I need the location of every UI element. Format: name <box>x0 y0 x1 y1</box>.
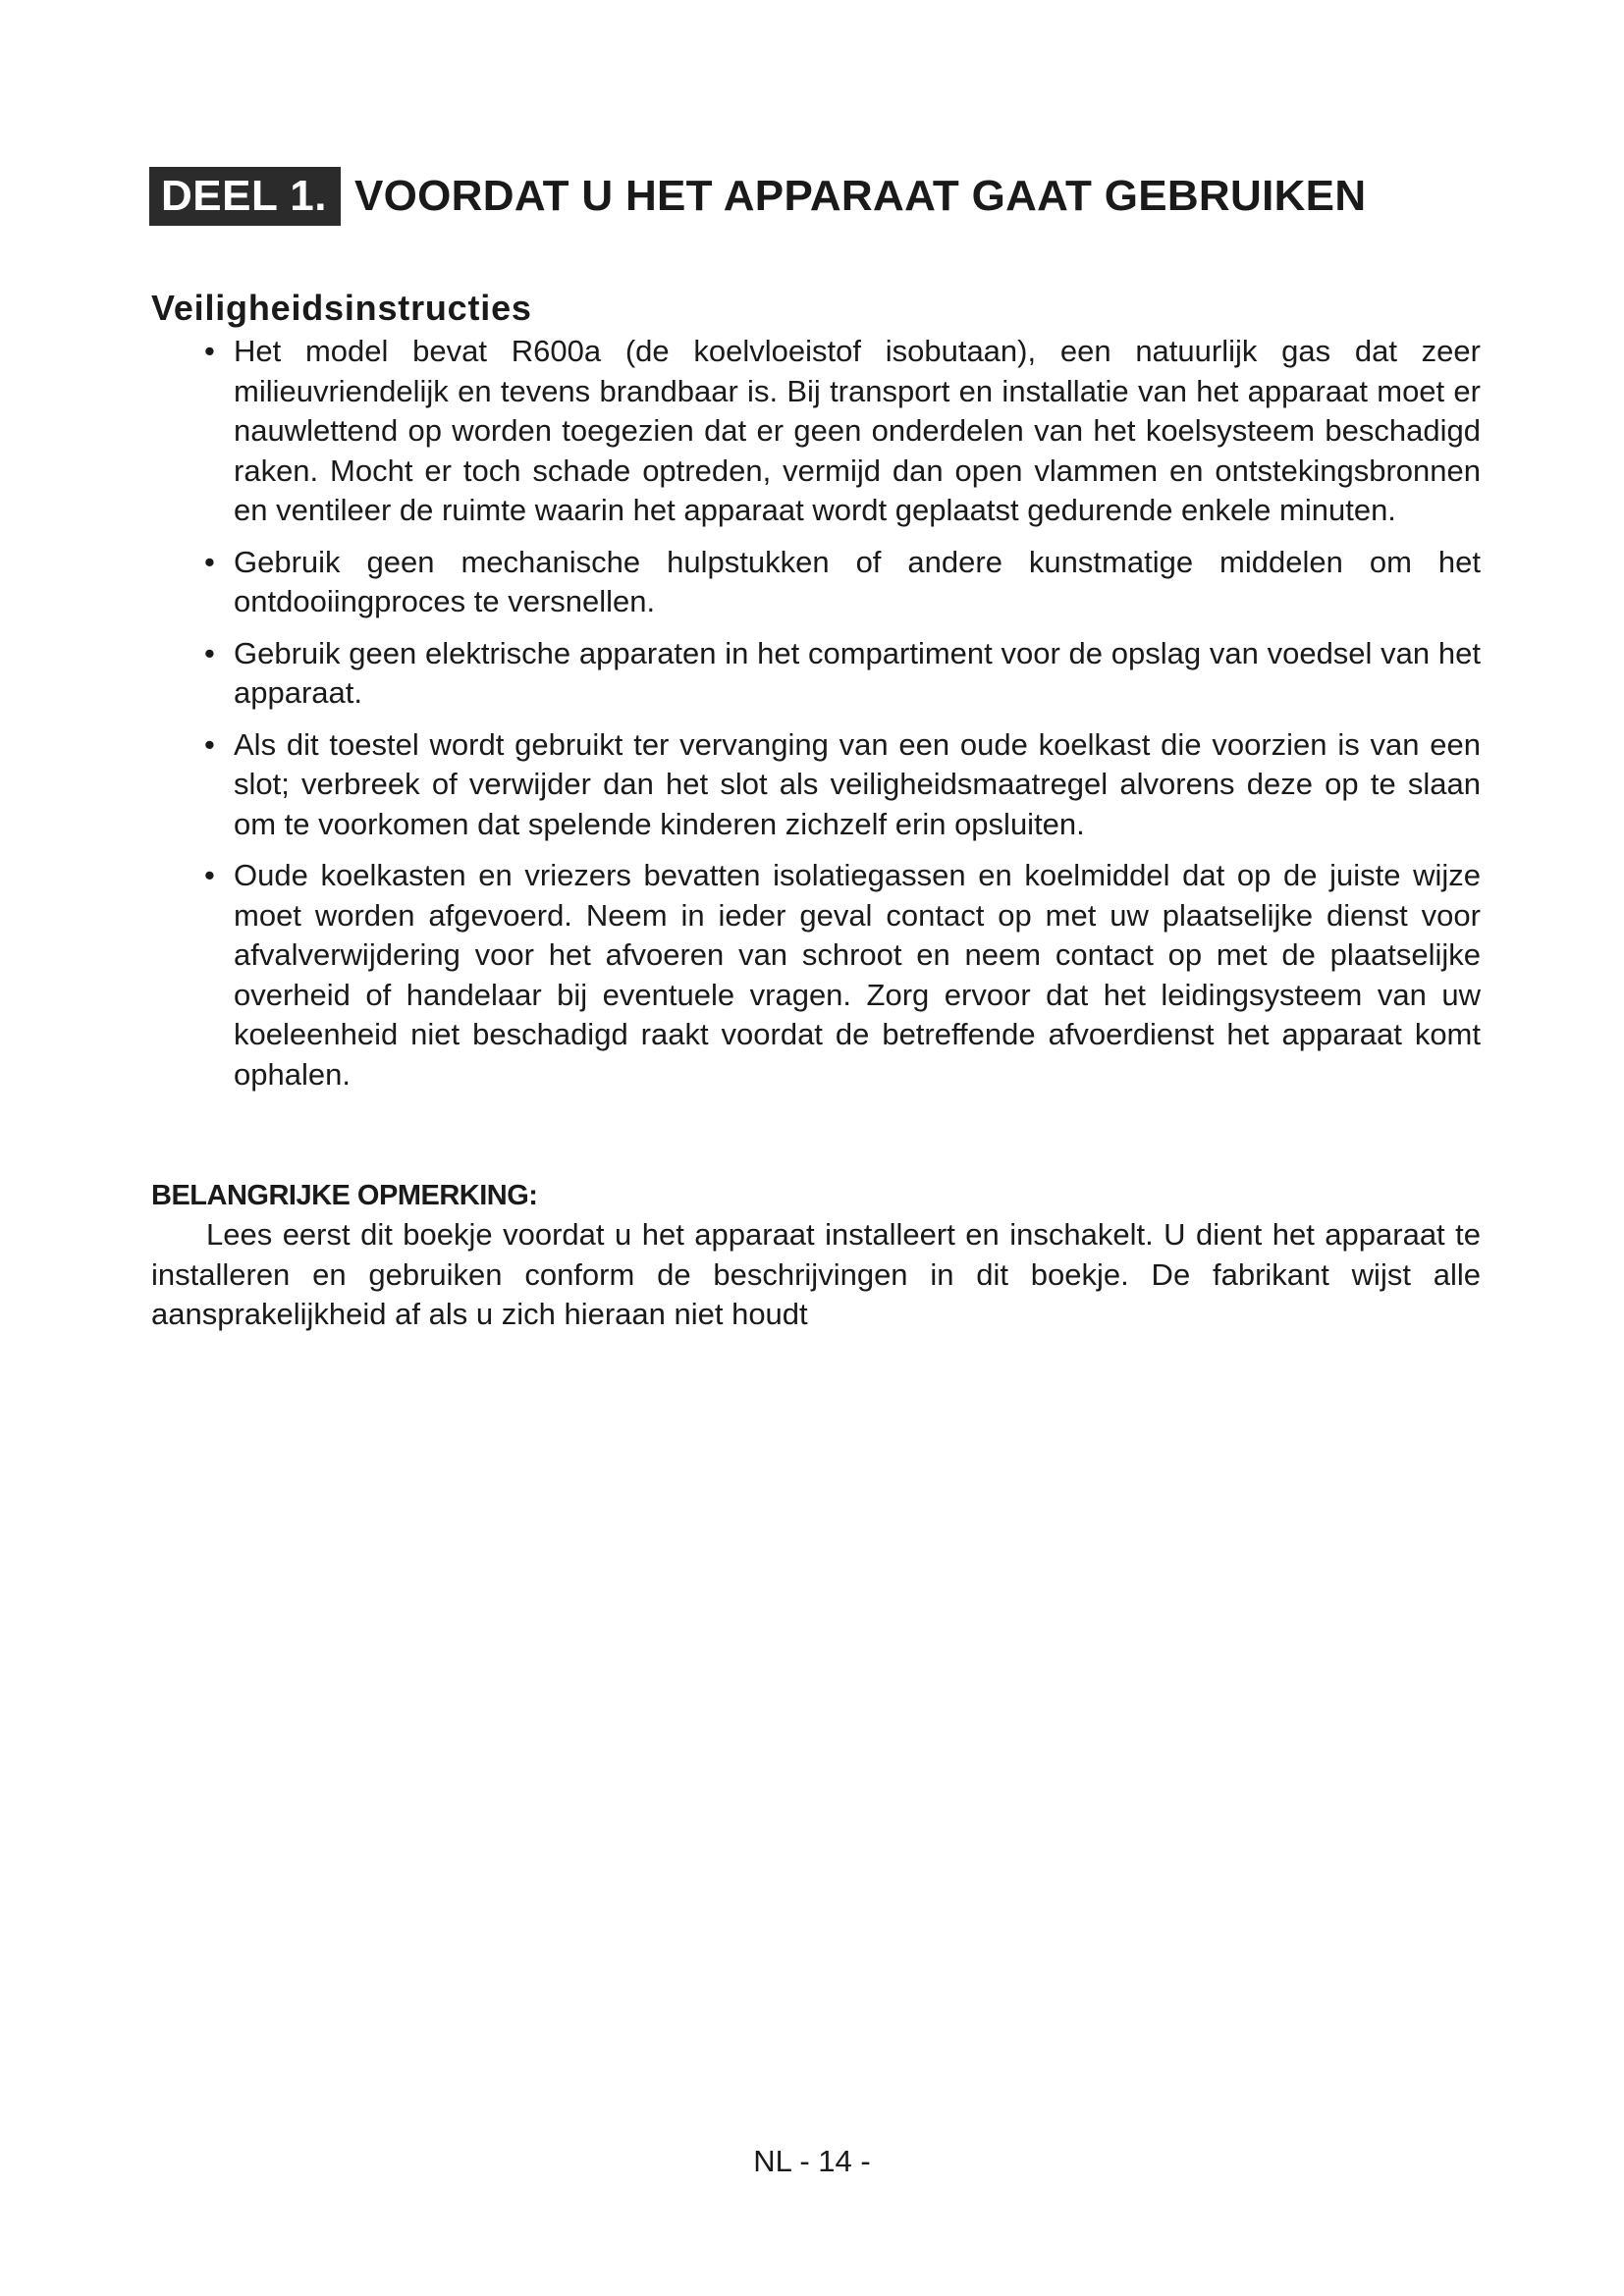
safety-instructions-list <box>204 332 1481 1106</box>
safety-instruction-item <box>204 634 1481 714</box>
bullet-icon: • <box>204 544 215 579</box>
safety-instruction-text: Het model bevat R600a (de koelvloeistof isobutaan), een natuurlijk gas dat zeer milieuvriendelijk en tevens brandbaar is. Bij transport en installatie van het apparaat moet er nauwlettend op worden toegezien dat er geen onderdelen van het koelsysteem beschadigd raken. Mocht er toch schade optreden, vermijd dan open vlammen en ontstekingsbronnen en ventileer de ruimte waarin het apparaat wordt geplaatst gedurende enkele minuten. <box>234 334 1481 527</box>
safety-instruction-text: Als dit toestel wordt gebruikt ter vervanging van een oude koelkast die voorzien is van een slot; verbreek of verwijder dan het slot als veiligheidsmaatregel alvorens deze op te slaan om te voorkomen dat spelende kinderen zichzelf erin opsluiten. <box>234 726 1481 841</box>
bullet-icon: • <box>204 635 215 670</box>
safety-instruction-text: Gebruik geen mechanische hulpstukken of andere kunstmatige middelen om het ontdooiingproces te versnellen. <box>234 544 1481 618</box>
safety-instruction-text: Gebruik geen elektrische apparaten in het compartiment voor de opslag van voedsel van het apparaat. <box>234 635 1481 710</box>
safety-instruction-item <box>204 332 1481 531</box>
page-number: NL - 14 - <box>753 2144 871 2178</box>
important-note-heading: BELANGRIJKE OPMERKING: <box>151 1180 538 1211</box>
part-title: VOORDAT U HET APPARAAT GAAT GEBRUIKEN <box>353 172 1367 220</box>
important-note-body: Lees eerst dit boekje voordat u het apparaat installeert en inschakelt. U dient het apparaat te installeren en gebruiken conform de beschrijvingen in dit boekje. De fabrikant wijst alle aansprakelijkheid af als u zich hieraan niet houdt <box>151 1217 1481 1331</box>
safety-instruction-text: Oude koelkasten en vriezers bevatten isolatiegassen en koelmiddel dat op de juiste wijze moet worden afgevoerd. Neem in ieder geval contact op met uw plaatselijke dienst voor afvalverwijdering voor het afvoeren van schroot en neem contact op met de plaatselijke overheid of handelaar bij eventuele vragen. Zorg ervoor dat het leidingsysteem van uw koeleenheid niet beschadigd raakt voordat de betreffende afvoerdienst het apparaat komt ophalen. <box>234 858 1481 1092</box>
part-badge: DEEL 1. <box>149 167 341 226</box>
section-title: Veiligheidsinstructies <box>151 288 532 328</box>
bullet-icon: • <box>204 334 215 368</box>
bullet-icon: • <box>204 858 215 892</box>
part-header <box>149 167 1366 226</box>
bullet-icon: • <box>204 726 215 762</box>
safety-instruction-item <box>204 725 1481 845</box>
safety-instruction-item <box>204 543 1481 622</box>
safety-instruction-item <box>204 856 1481 1095</box>
